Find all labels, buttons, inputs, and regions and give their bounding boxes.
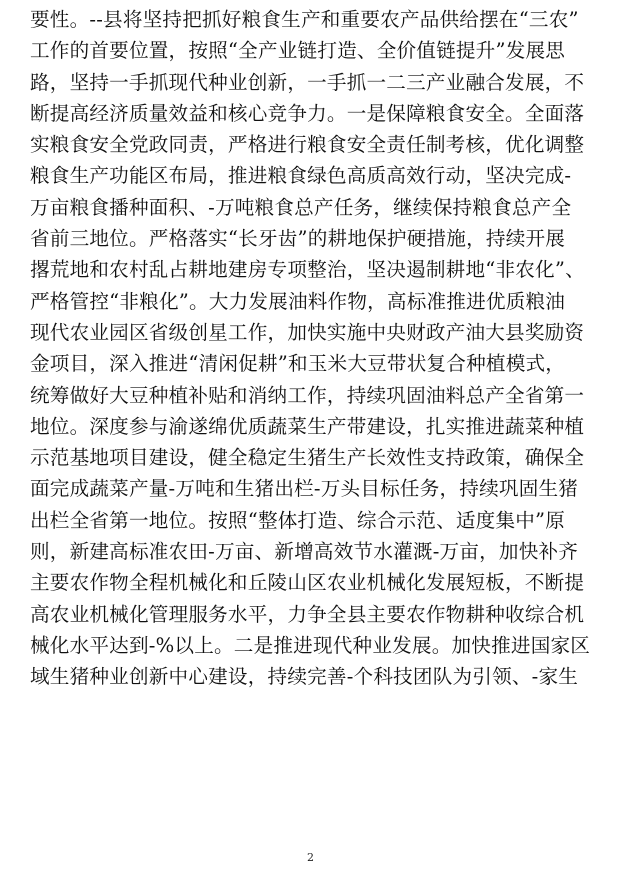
text-line-21: 械化水平达到-%以上。二是推进现代种业发展。加快推进国家区 <box>30 633 591 657</box>
text-line-13: 统筹做好大豆种植补贴和消纳工作，持续巩固油料总产全省第一 <box>30 383 585 407</box>
text-line-4: 断提高经济质量效益和核心竞争力。一是保障粮食安全。全面落 <box>30 101 585 125</box>
text-line-9: 撂荒地和农村乱占耕地建房专项整治，坚决遏制耕地“非农化”、 <box>30 258 585 282</box>
text-line-19: 主要农作物全程机械化和丘陵山区农业机械化发展短板，不断提 <box>30 571 585 595</box>
text-line-5: 实粮食安全党政同责，严格进行粮食安全责任制考核，优化调整 <box>30 133 585 157</box>
text-line-11: 现代农业园区省级创星工作，加快实施中央财政产油大县奖励资 <box>30 320 585 344</box>
text-line-7: 万亩粮食播种面积、-万吨粮食总产任务，继续保持粮食总产全 <box>30 195 572 219</box>
text-line-6: 粮食生产功能区布局，推进粮食绿色高质高效行动，坚决完成- <box>30 164 572 188</box>
text-line-1: 要性。--县将坚持把抓好粮食生产和重要农产品供给摆在“三农” <box>30 8 579 31</box>
text-line-20: 高农业机械化管理服务水平，力争全县主要农作物耕种收综合机 <box>30 602 585 626</box>
text-line-2: 工作的首要位置，按照“全产业链打造、全价值链提升”发展思 <box>30 39 566 63</box>
text-line-16: 面完成蔬菜产量-万吨和生猪出栏-万头目标任务，持续巩固生猪 <box>30 477 579 501</box>
text-line-17: 出栏全省第一地位。按照“整体打造、综合示范、适度集中”原 <box>30 508 566 532</box>
body-paragraph <box>30 4 598 693</box>
text-line-18: 则，新建高标准农田-万亩、新增高效节水灌溉-万亩，加快补齐 <box>30 540 579 564</box>
text-line-15: 示范基地项目建设，健全稳定生猪生产长效性支持政策，确保全 <box>30 446 585 470</box>
page-number: 2 <box>307 851 314 864</box>
text-line-3: 路，坚持一手抓现代种业创新，一手抓一二三产业融合发展，不 <box>30 70 585 94</box>
text-line-12: 金项目，深入推进“清闲促耕”和玉米大豆带状复合种植模式， <box>30 352 566 376</box>
text-line-8: 省前三地位。严格落实“长牙齿”的耕地保护硬措施，持续开展 <box>30 227 566 251</box>
text-line-14: 地位。深度参与渝遂绵优质蔬菜生产带建设，扎实推进蔬菜种植 <box>30 414 585 438</box>
text-line-22: 域生猪种业创新中心建设，持续完善-个科技团队为引领、-家生 <box>30 665 579 689</box>
text-line-10: 严格管控“非粮化”。大力发展油料作物，高标准推进优质粮油 <box>30 289 566 313</box>
